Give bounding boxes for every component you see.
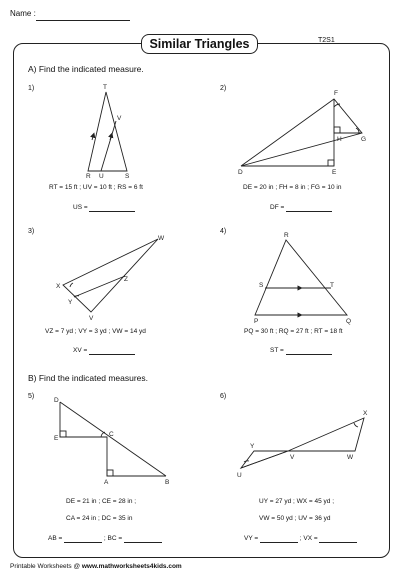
problem-2-number: 2) <box>220 85 227 92</box>
problem-4-answer-row <box>270 347 332 355</box>
problem-4-given: PQ = 30 ft ; RQ = 27 ft ; RT = 18 ft <box>244 328 343 335</box>
section-b-heading: B) Find the indicated measures. <box>28 373 149 383</box>
problem-4-number: 4) <box>220 228 227 235</box>
problem-5-number: 5) <box>28 393 35 400</box>
label-y: Y <box>68 299 73 306</box>
problem-6-answer-blank-2[interactable] <box>319 535 357 543</box>
label-v: V <box>117 115 122 122</box>
worksheet-title: Similar Triangles <box>141 34 258 54</box>
problem-3-given: VZ = 7 yd ; VY = 3 yd ; VW = 14 yd <box>45 328 146 335</box>
problem-1-answer-label: US = <box>73 204 88 211</box>
problem-6-answer-blank-1[interactable] <box>260 535 298 543</box>
problem-2-answer-label: DF = <box>270 204 285 211</box>
problem-3-answer-row <box>73 347 135 355</box>
label-c: C <box>109 431 114 438</box>
problem-5-answer-label-1: AB = <box>48 535 63 542</box>
problem-5-answer-blank-2[interactable] <box>124 535 162 543</box>
problem-5-given-1: DE = 21 in ; CE = 28 in ; <box>66 498 137 505</box>
triangle-pqr <box>255 240 347 315</box>
label-e5: E <box>54 435 59 442</box>
problem-6-answer-label-2: ; VX = <box>299 535 318 542</box>
label-a: A <box>104 479 109 486</box>
problem-3-number: 3) <box>28 228 35 235</box>
label-y6: Y <box>250 443 255 450</box>
label-d: D <box>238 169 243 176</box>
label-b: B <box>165 479 170 486</box>
label-p: P <box>254 318 259 325</box>
problem-1-number: 1) <box>28 85 35 92</box>
label-z: Z <box>124 276 128 283</box>
triangles-uyv-vwx <box>241 418 364 468</box>
problem-6-given-1: UY = 27 yd ; WX = 45 yd ; <box>259 498 335 505</box>
label-d5: D <box>54 397 59 404</box>
problem-5-answer-blank-1[interactable] <box>64 535 102 543</box>
problem-2-given: DE = 20 in ; FH = 8 in ; FG = 10 in <box>243 184 342 191</box>
problem-3-answer-label: XV = <box>73 347 88 354</box>
problem-3-answer-blank[interactable] <box>89 347 135 355</box>
label-r: R <box>86 173 91 180</box>
triangle-dab <box>60 402 166 476</box>
problem-5-given-2: CA = 24 in ; DC = 35 in <box>66 515 133 522</box>
problem-1-answer-row <box>73 204 135 212</box>
footer-site-link[interactable]: www.mathworksheets4kids.com <box>81 563 182 570</box>
footer-prefix: Printable Worksheets @ <box>10 563 82 570</box>
label-q: Q <box>346 318 352 325</box>
label-g: G <box>361 136 367 143</box>
label-v6: V <box>290 454 295 461</box>
problem-6-given-2: VW = 50 yd ; UV = 36 yd <box>259 515 331 522</box>
problem-6-answer-label-1: VY = <box>244 535 259 542</box>
label-v3: V <box>89 315 94 322</box>
footer <box>10 563 182 570</box>
name-label: Name : <box>10 9 36 18</box>
label-r4: R <box>284 232 289 239</box>
label-x6: X <box>363 410 368 417</box>
problem-1-answer-blank[interactable] <box>89 204 135 212</box>
label-h: H <box>337 136 342 143</box>
problem-1-given: RT = 15 ft ; UV = 10 ft ; RS = 6 ft <box>49 184 143 191</box>
problem-4-answer-label: ST = <box>270 347 284 354</box>
label-w6: W <box>347 454 354 461</box>
section-a-heading: A) Find the indicated measure. <box>28 64 144 74</box>
triangle-dfg <box>241 99 362 166</box>
label-x: X <box>56 283 61 290</box>
problem-6-number: 6) <box>220 393 227 400</box>
problem-5-answer-label-2: ; BC = <box>103 535 123 542</box>
problem-6-answer-row <box>244 535 357 543</box>
triangle-wxv <box>63 239 158 312</box>
label-u6: U <box>237 472 242 479</box>
label-t: T <box>103 84 107 91</box>
problem-2-answer-row <box>270 204 332 212</box>
label-u: U <box>99 173 104 180</box>
worksheet-code: T2S1 <box>318 37 335 44</box>
problem-5-answer-row <box>48 535 162 543</box>
label-w: W <box>158 235 165 242</box>
problem-4-answer-blank[interactable] <box>286 347 332 355</box>
label-s4: S <box>259 282 264 289</box>
label-t4: T <box>330 282 334 289</box>
label-e: E <box>332 169 337 176</box>
problem-2-answer-blank[interactable] <box>286 204 332 212</box>
label-f: F <box>334 90 338 97</box>
label-s: S <box>125 173 130 180</box>
triangle-rts <box>88 92 127 171</box>
